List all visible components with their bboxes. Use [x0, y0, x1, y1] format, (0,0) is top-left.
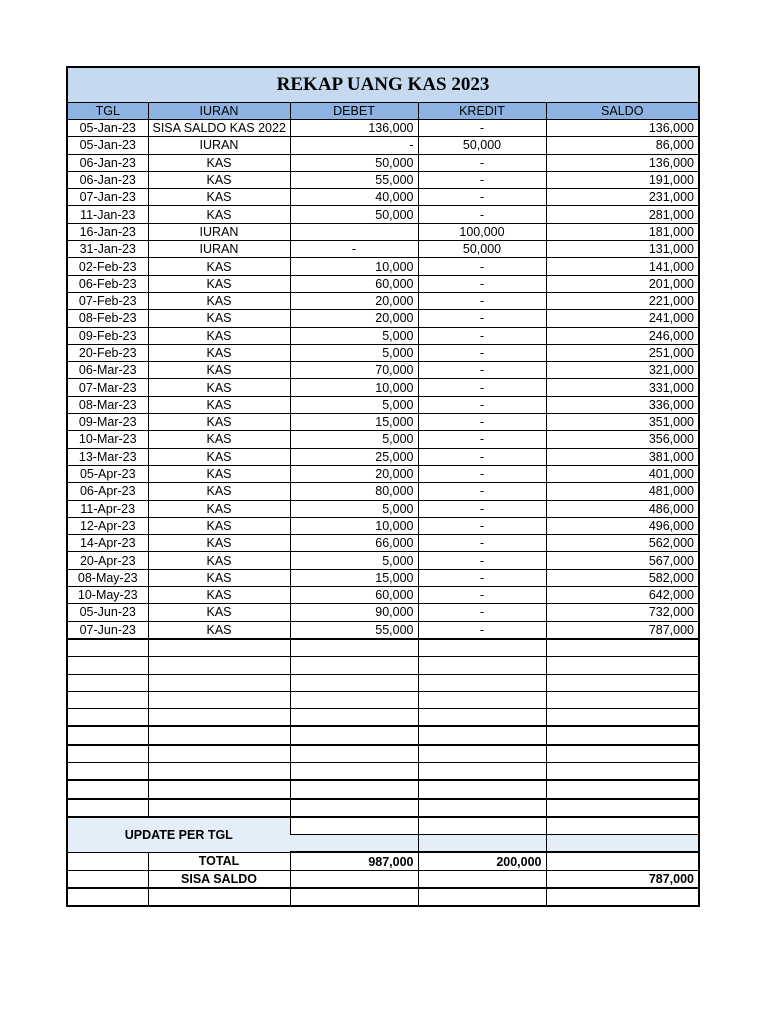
cell-debet: 25,000	[290, 448, 418, 465]
cell-debet: 66,000	[290, 535, 418, 552]
empty-row	[68, 639, 698, 657]
cell-iuran: IURAN	[148, 137, 290, 154]
cell-tgl: 08-Mar-23	[68, 396, 148, 413]
cell-kredit: -	[418, 500, 546, 517]
cell-iuran: KAS	[148, 258, 290, 275]
cell-kredit: -	[418, 535, 546, 552]
header-kredit: KREDIT	[418, 103, 546, 120]
cell-kredit: -	[418, 275, 546, 292]
total-debet: 987,000	[290, 852, 418, 870]
cell-iuran: KAS	[148, 621, 290, 639]
cell-debet: 136,000	[290, 120, 418, 137]
cell-saldo: 481,000	[546, 483, 698, 500]
cell-tgl: 20-Feb-23	[68, 344, 148, 361]
empty-row	[68, 657, 698, 674]
cell-kredit: -	[418, 396, 546, 413]
cell-kredit: -	[418, 206, 546, 223]
cell-iuran: KAS	[148, 327, 290, 344]
cell-debet: 20,000	[290, 310, 418, 327]
table-row	[68, 552, 698, 569]
cell-tgl: 07-Jun-23	[68, 621, 148, 639]
cell-tgl: 06-Jan-23	[68, 154, 148, 171]
table-row	[68, 292, 698, 309]
total-row	[68, 852, 698, 870]
table-row	[68, 258, 698, 275]
cell-iuran: KAS	[148, 171, 290, 188]
cell-iuran: KAS	[148, 535, 290, 552]
cell-saldo: 732,000	[546, 604, 698, 621]
cell-iuran: KAS	[148, 206, 290, 223]
table-row	[68, 587, 698, 604]
table-row	[68, 379, 698, 396]
cell-saldo: 401,000	[546, 465, 698, 482]
cell-kredit: -	[418, 414, 546, 431]
table-row	[68, 120, 698, 137]
cell-debet: 5,000	[290, 327, 418, 344]
sisa-saldo-value: 787,000	[546, 870, 698, 888]
table-row	[68, 431, 698, 448]
cell-iuran: KAS	[148, 344, 290, 361]
update-per-tgl-label: UPDATE PER TGL	[68, 818, 290, 853]
cell-saldo: 191,000	[546, 171, 698, 188]
cell-iuran: KAS	[148, 414, 290, 431]
cell-saldo: 136,000	[546, 154, 698, 171]
cell-iuran: KAS	[148, 292, 290, 309]
cell-iuran: KAS	[148, 379, 290, 396]
cell-debet: 10,000	[290, 517, 418, 534]
cell-saldo: 567,000	[546, 552, 698, 569]
cell-iuran: KAS	[148, 569, 290, 586]
cell-kredit: -	[418, 379, 546, 396]
cell-saldo: 246,000	[546, 327, 698, 344]
cell-kredit: -	[418, 171, 546, 188]
cell-tgl: 08-Feb-23	[68, 310, 148, 327]
cell-saldo: 381,000	[546, 448, 698, 465]
cell-tgl: 06-Mar-23	[68, 362, 148, 379]
cell-tgl: 05-Jan-23	[68, 120, 148, 137]
empty-row	[68, 726, 698, 744]
cell-debet: 15,000	[290, 569, 418, 586]
cell-kredit: -	[418, 483, 546, 500]
cell-iuran: KAS	[148, 396, 290, 413]
cell-saldo: 241,000	[546, 310, 698, 327]
table-row	[68, 137, 698, 154]
cell-saldo: 321,000	[546, 362, 698, 379]
table-row	[68, 189, 698, 206]
cell-debet: -	[290, 241, 418, 258]
cell-debet: 20,000	[290, 292, 418, 309]
cell-tgl: 16-Jan-23	[68, 223, 148, 240]
table-row	[68, 344, 698, 361]
cell-tgl: 02-Feb-23	[68, 258, 148, 275]
cell-saldo: 141,000	[546, 258, 698, 275]
cell-saldo: 496,000	[546, 517, 698, 534]
cell-tgl: 10-Mar-23	[68, 431, 148, 448]
cell-iuran: KAS	[148, 310, 290, 327]
cell-saldo: 642,000	[546, 587, 698, 604]
cell-saldo: 486,000	[546, 500, 698, 517]
cell-saldo: 582,000	[546, 569, 698, 586]
kas-table	[68, 103, 698, 818]
cell-debet: 80,000	[290, 483, 418, 500]
sheet-title: REKAP UANG KAS 2023	[68, 68, 698, 103]
cell-tgl: 05-Jun-23	[68, 604, 148, 621]
cell-kredit: -	[418, 344, 546, 361]
trailing-empty-row	[68, 888, 698, 905]
cell-saldo: 181,000	[546, 223, 698, 240]
table-row	[68, 396, 698, 413]
empty-row	[68, 709, 698, 727]
cell-tgl: 05-Apr-23	[68, 465, 148, 482]
cell-saldo: 281,000	[546, 206, 698, 223]
cell-kredit: -	[418, 431, 546, 448]
table-row	[68, 500, 698, 517]
cell-tgl: 06-Feb-23	[68, 275, 148, 292]
cell-kredit: 50,000	[418, 137, 546, 154]
cell-tgl: 11-Apr-23	[68, 500, 148, 517]
cell-tgl: 10-May-23	[68, 587, 148, 604]
cell-iuran: SISA SALDO KAS 2022	[148, 120, 290, 137]
summary-table	[68, 818, 698, 905]
empty-row	[68, 691, 698, 708]
kas-spreadsheet	[66, 66, 700, 907]
table-row	[68, 327, 698, 344]
cell-tgl: 07-Feb-23	[68, 292, 148, 309]
cell-kredit: -	[418, 327, 546, 344]
table-row	[68, 241, 698, 258]
empty-row	[68, 780, 698, 798]
cell-tgl: 07-Jan-23	[68, 189, 148, 206]
update-row	[68, 818, 698, 835]
cell-kredit: -	[418, 552, 546, 569]
cell-kredit: -	[418, 362, 546, 379]
cell-tgl: 07-Mar-23	[68, 379, 148, 396]
table-row	[68, 621, 698, 639]
table-row	[68, 517, 698, 534]
cell-kredit: -	[418, 154, 546, 171]
cell-tgl: 06-Apr-23	[68, 483, 148, 500]
cell-debet: 5,000	[290, 431, 418, 448]
cell-debet: 15,000	[290, 414, 418, 431]
cell-saldo: 251,000	[546, 344, 698, 361]
cell-iuran: KAS	[148, 517, 290, 534]
table-row	[68, 362, 698, 379]
cell-tgl: 13-Mar-23	[68, 448, 148, 465]
cell-iuran: KAS	[148, 448, 290, 465]
cell-debet: 5,000	[290, 552, 418, 569]
cell-saldo: 201,000	[546, 275, 698, 292]
cell-kredit: 50,000	[418, 241, 546, 258]
cell-tgl: 09-Feb-23	[68, 327, 148, 344]
cell-iuran: KAS	[148, 154, 290, 171]
cell-tgl: 11-Jan-23	[68, 206, 148, 223]
cell-debet: 5,000	[290, 500, 418, 517]
cell-kredit: -	[418, 604, 546, 621]
cell-kredit: -	[418, 587, 546, 604]
table-row	[68, 275, 698, 292]
cell-iuran: IURAN	[148, 223, 290, 240]
cell-kredit: -	[418, 310, 546, 327]
header-tgl: TGL	[68, 103, 148, 120]
cell-iuran: KAS	[148, 189, 290, 206]
cell-debet: -	[290, 137, 418, 154]
cell-iuran: KAS	[148, 431, 290, 448]
table-row	[68, 535, 698, 552]
cell-debet: 90,000	[290, 604, 418, 621]
cell-debet: 10,000	[290, 379, 418, 396]
cell-tgl: 09-Mar-23	[68, 414, 148, 431]
cell-kredit: -	[418, 189, 546, 206]
cell-saldo: 131,000	[546, 241, 698, 258]
cell-kredit: -	[418, 517, 546, 534]
cell-kredit: -	[418, 465, 546, 482]
total-kredit: 200,000	[418, 852, 546, 870]
empty-row	[68, 745, 698, 763]
cell-debet: 70,000	[290, 362, 418, 379]
table-row	[68, 604, 698, 621]
empty-row	[68, 799, 698, 817]
cell-iuran: KAS	[148, 483, 290, 500]
cell-debet: 60,000	[290, 587, 418, 604]
table-row	[68, 448, 698, 465]
cell-kredit: -	[418, 258, 546, 275]
cell-iuran: KAS	[148, 465, 290, 482]
total-label: TOTAL	[148, 852, 290, 870]
cell-debet: 55,000	[290, 621, 418, 639]
cell-iuran: KAS	[148, 604, 290, 621]
cell-saldo: 787,000	[546, 621, 698, 639]
sisa-saldo-row	[68, 870, 698, 888]
cell-saldo: 336,000	[546, 396, 698, 413]
cell-debet: 55,000	[290, 171, 418, 188]
cell-debet	[290, 223, 418, 240]
cell-iuran: KAS	[148, 362, 290, 379]
table-row	[68, 465, 698, 482]
header-saldo: SALDO	[546, 103, 698, 120]
cell-kredit: -	[418, 292, 546, 309]
table-row	[68, 569, 698, 586]
cell-iuran: KAS	[148, 500, 290, 517]
cell-saldo: 562,000	[546, 535, 698, 552]
empty-row	[68, 674, 698, 691]
cell-kredit: -	[418, 448, 546, 465]
cell-tgl: 20-Apr-23	[68, 552, 148, 569]
table-row	[68, 206, 698, 223]
cell-saldo: 231,000	[546, 189, 698, 206]
cell-debet: 50,000	[290, 154, 418, 171]
sisa-saldo-label: SISA SALDO	[148, 870, 290, 888]
header-row	[68, 103, 698, 120]
cell-saldo: 356,000	[546, 431, 698, 448]
cell-debet: 50,000	[290, 206, 418, 223]
table-row	[68, 310, 698, 327]
cell-saldo: 221,000	[546, 292, 698, 309]
table-row	[68, 414, 698, 431]
cell-saldo: 136,000	[546, 120, 698, 137]
cell-iuran: KAS	[148, 552, 290, 569]
cell-debet: 5,000	[290, 396, 418, 413]
header-iuran: IURAN	[148, 103, 290, 120]
cell-kredit: 100,000	[418, 223, 546, 240]
cell-tgl: 06-Jan-23	[68, 171, 148, 188]
cell-saldo: 86,000	[546, 137, 698, 154]
table-row	[68, 483, 698, 500]
cell-debet: 5,000	[290, 344, 418, 361]
cell-kredit: -	[418, 569, 546, 586]
cell-tgl: 12-Apr-23	[68, 517, 148, 534]
header-debet: DEBET	[290, 103, 418, 120]
cell-debet: 20,000	[290, 465, 418, 482]
cell-saldo: 331,000	[546, 379, 698, 396]
cell-kredit: -	[418, 621, 546, 639]
cell-iuran: KAS	[148, 275, 290, 292]
cell-saldo: 351,000	[546, 414, 698, 431]
cell-iuran: KAS	[148, 587, 290, 604]
cell-tgl: 08-May-23	[68, 569, 148, 586]
cell-debet: 10,000	[290, 258, 418, 275]
cell-debet: 40,000	[290, 189, 418, 206]
cell-iuran: IURAN	[148, 241, 290, 258]
table-row	[68, 154, 698, 171]
cell-tgl: 14-Apr-23	[68, 535, 148, 552]
cell-tgl: 05-Jan-23	[68, 137, 148, 154]
cell-tgl: 31-Jan-23	[68, 241, 148, 258]
cell-debet: 60,000	[290, 275, 418, 292]
table-row	[68, 171, 698, 188]
empty-row	[68, 762, 698, 780]
table-row	[68, 223, 698, 240]
cell-kredit: -	[418, 120, 546, 137]
